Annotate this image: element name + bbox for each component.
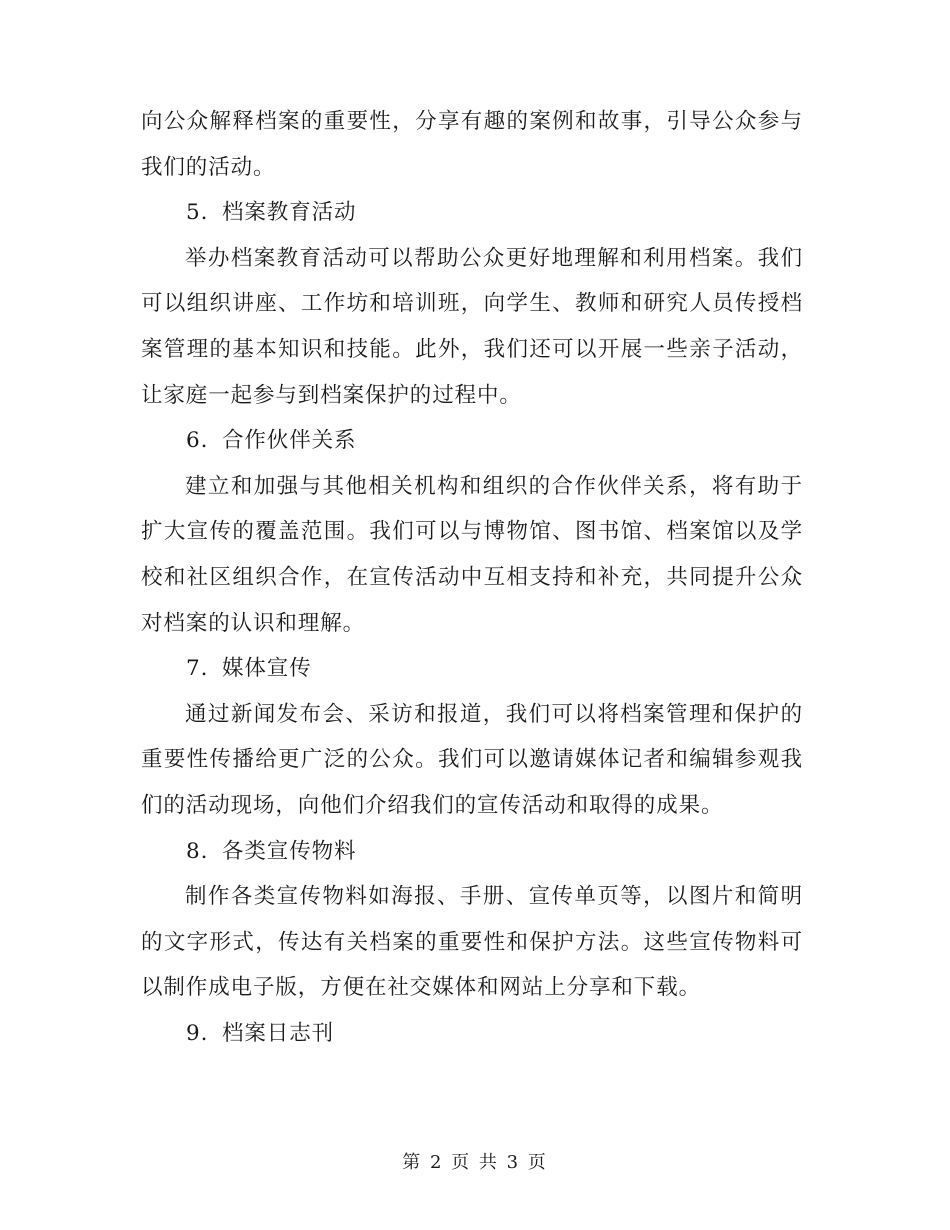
section-title: 档案日志刊: [222, 1020, 335, 1046]
body-paragraph: 向公众解释档案的重要性，分享有趣的案例和故事，引导公众参与我们的活动。: [141, 109, 803, 180]
body-paragraph: 通过新闻发布会、采访和报道，我们可以将档案管理和保护的重要性传播给更广泛的公众。我们可以邀请媒体记者和编辑参观我们的活动现场，向他们介绍我们的宣传活动和取得的成果。: [141, 701, 803, 818]
section-title: 媒体宣传: [222, 656, 312, 682]
section-heading-6: [141, 418, 803, 464]
section-title: 档案教育活动: [222, 200, 357, 226]
page-footer: [0, 1148, 950, 1174]
section-number: 5.: [186, 200, 209, 226]
section-heading-9: [141, 1011, 803, 1057]
section-heading-5: [141, 190, 803, 236]
section-number: 9.: [186, 1020, 209, 1046]
document-body: [141, 99, 803, 1056]
section-heading-8: [141, 829, 803, 875]
section-number: 8.: [186, 838, 209, 864]
page-number-label: 第 2 页 共 3 页: [402, 1152, 548, 1173]
section-title: 各类宣传物料: [222, 838, 357, 864]
section-number: 6.: [186, 428, 209, 454]
body-paragraph: 举办档案教育活动可以帮助公众更好地理解和利用档案。我们可以组织讲座、工作坊和培训班，向学生、教师和研究人员传授档案管理的基本知识和技能。此外，我们还可以开展一些亲子活动，让家庭一起参与到档案保护的过程中。: [141, 245, 803, 408]
body-paragraph: 建立和加强与其他相关机构和组织的合作伙伴关系，将有助于扩大宣传的覆盖范围。我们可以与博物馆、图书馆、档案馆以及学校和社区组织合作，在宣传活动中互相支持和补充，共同提升公众对档案的认识和理解。: [141, 473, 803, 636]
body-paragraph: 制作各类宣传物料如海报、手册、宣传单页等，以图片和简明的文字形式，传达有关档案的重要性和保护方法。这些宣传物料可以制作成电子版，方便在社交媒体和网站上分享和下载。: [141, 884, 803, 1001]
section-number: 7.: [186, 656, 209, 682]
section-heading-7: [141, 646, 803, 692]
section-title: 合作伙伴关系: [222, 428, 357, 454]
